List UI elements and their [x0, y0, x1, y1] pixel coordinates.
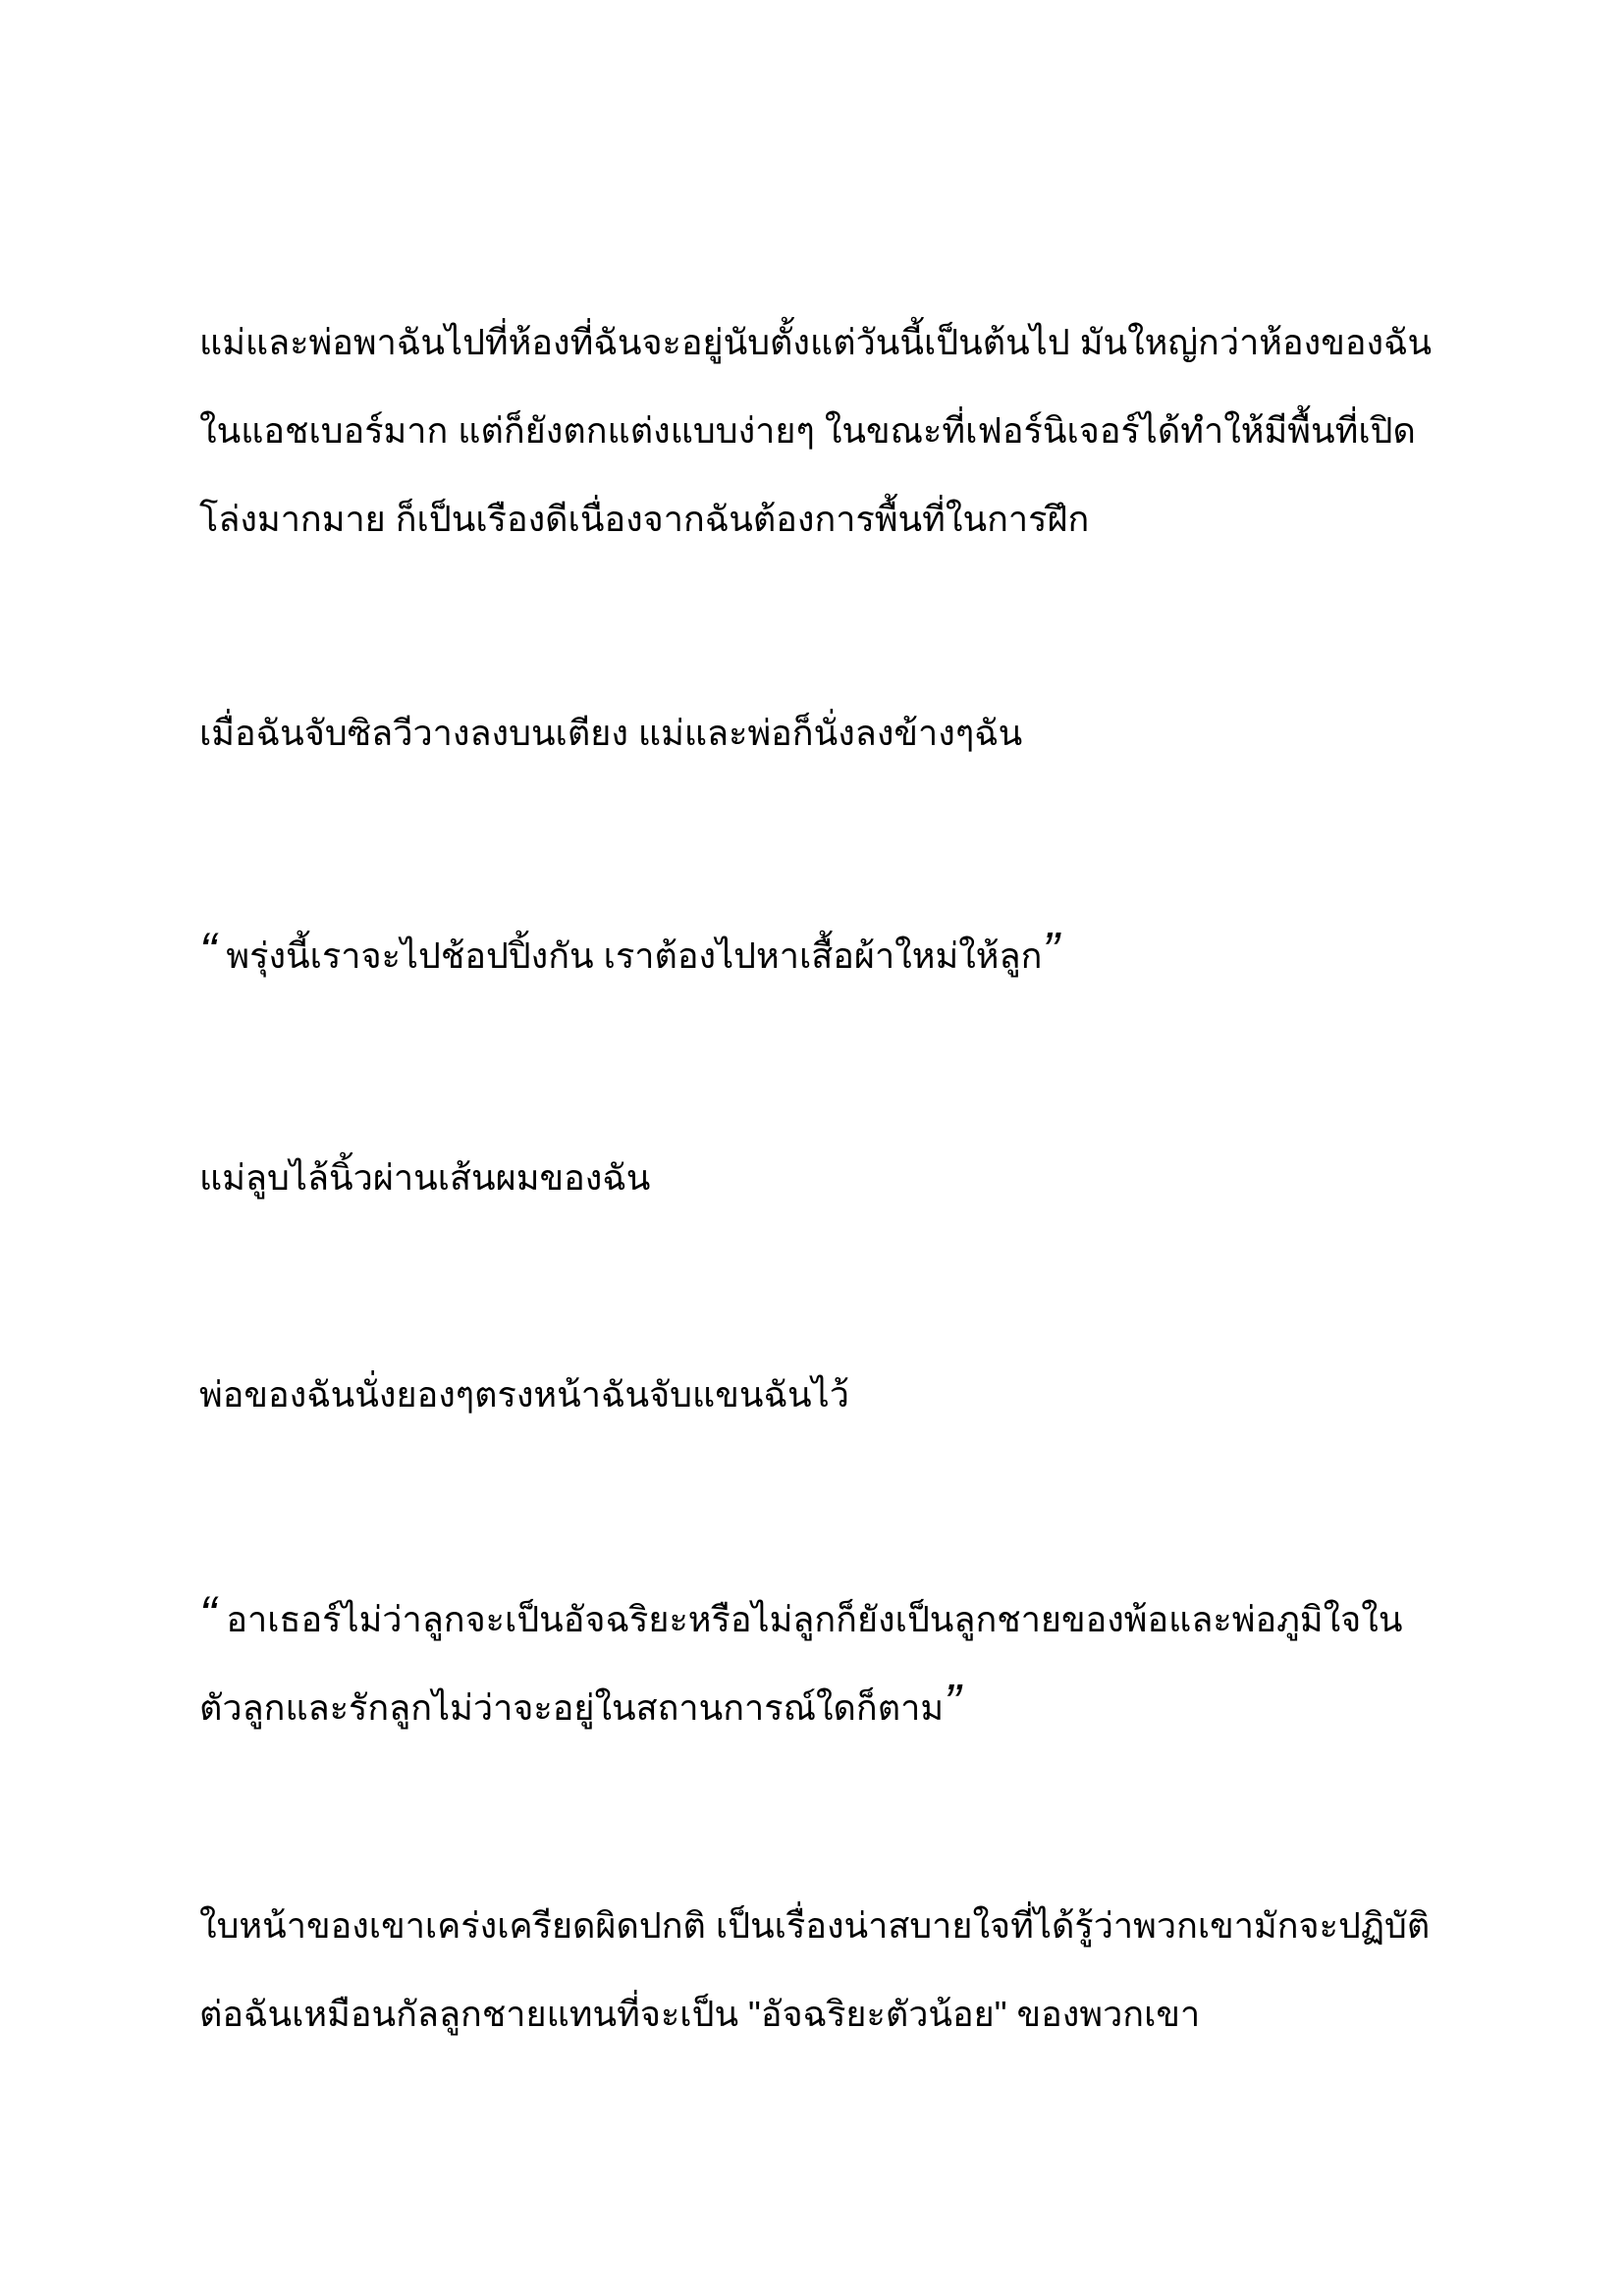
dialogue-text: อาเธอร์ไม่ว่าลูกจะเป็นอัจฉริยะหรือไม่ลูกก็ยังเป็นลูกชายของพ้อและพ่อภูมิใจใน — [216, 1599, 1403, 1639]
dialogue-text: พรุ่งนี้เราจะไปช้อปปิ้งกัน เราต้องไปหาเสื้อผ้าใหม่ให้ลูก — [216, 935, 1043, 976]
paragraph-line: แม่และพ่อพาฉันไปที่ห้องที่ฉันจะอยู่นับตั้งแต่วันนี้เป็นต้นไป มันใหญ่กว่าห้องของฉัน — [199, 322, 1433, 362]
paragraph-line: พ่อของฉันนั่งยองๆตรงหน้าฉันจับแขนฉันไว้ — [199, 1374, 849, 1415]
paragraph-room — [199, 298, 1436, 563]
paragraph-line: โล่งมากมาย ก็เป็นเรืองดีเนื่องจากฉันต้องการพื้นที่ในการฝึก — [199, 499, 1090, 539]
dialogue-text: ตัวลูกและรักลูกไม่ว่าจะอยู่ในสถานการณ์ใดก็ตาม — [199, 1687, 945, 1728]
dialogue-line — [199, 1575, 1436, 1664]
close-quote: ” — [944, 1675, 961, 1732]
dialogue-line — [199, 912, 1436, 1000]
paragraph-dialogue-arthur — [199, 1575, 1436, 1752]
paragraph-face — [199, 1882, 1436, 2058]
dialogue-line — [199, 1664, 1436, 1752]
paragraph-mother — [199, 1134, 1436, 1222]
paragraph-dialogue-shopping — [199, 912, 1436, 1000]
paragraph-line: แม่ลูบไล้นิ้วผ่านเส้นผมของฉัน — [199, 1157, 651, 1198]
open-quote: “ — [199, 1586, 217, 1643]
paragraph-line: ใบหน้าของเขาเคร่งเครียดผิดปกติ เป็นเรื่องน่าสบายใจที่ได้รู้ว่าพวกเขามักจะปฏิบัติ — [199, 1905, 1431, 1946]
paragraph-father — [199, 1351, 1436, 1439]
open-quote: “ — [199, 923, 217, 980]
close-quote: ” — [1042, 923, 1059, 980]
paragraph-line: เมื่อฉันจับซิลวีวางลงบนเตียง แม่และพ่อก็นั่งลงข้างๆฉัน — [199, 713, 1023, 753]
paragraph-line: ในแอชเบอร์มาก แต่ก็ยังตกแต่งแบบง่ายๆ ในขณะที่เฟอร์นิเจอร์ได้ทำให้มีพื้นที่เปิด — [199, 410, 1416, 451]
paragraph-bed — [199, 689, 1436, 777]
paragraph-line: ต่อฉันเหมือนกัลลูกชายแทนที่จะเป็น "อัจฉริยะตัวน้อย" ของพวกเขา — [199, 1994, 1201, 2034]
